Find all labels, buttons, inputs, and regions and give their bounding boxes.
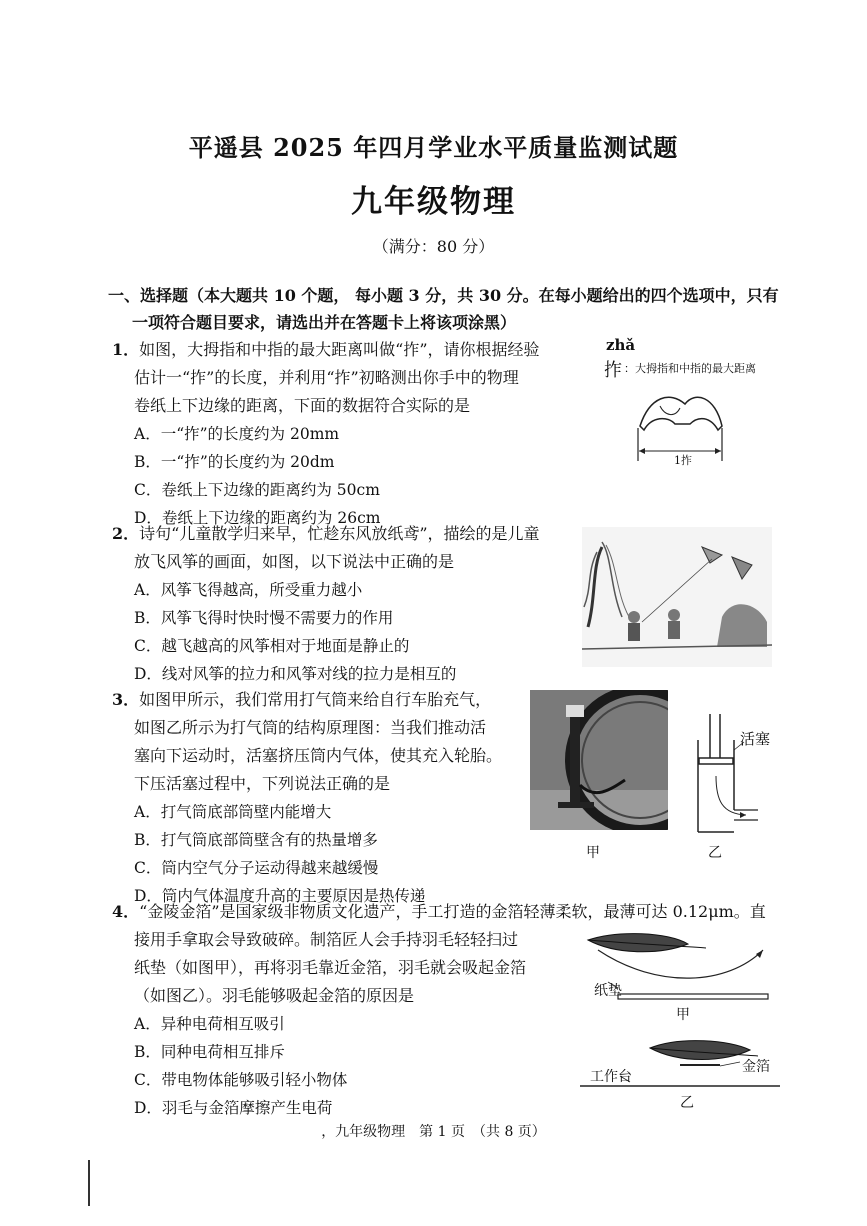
option-d: D．线对风筝的拉力和风筝对线的拉力是相互的 [134, 665, 457, 683]
question-text: 纸垫（如图甲），再将羽毛靠近金箔，羽毛就会吸起金箔 [134, 958, 527, 977]
question-text: （如图乙）。羽毛能够吸起金箔的原因是 [134, 986, 415, 1005]
zha-definition: ：大拇指和中指的最大距离 [624, 362, 756, 375]
gold-foil-label: 金箔 [742, 1059, 770, 1075]
question-2 [112, 520, 582, 688]
section-heading-line2: 一项符合题目要求，请选出并在答题卡上将该项涂黑） [132, 313, 517, 332]
option-a: A．异种电荷相互吸引 [134, 1015, 285, 1033]
figure-hand-span [600, 336, 790, 471]
pinyin-label: zhǎ [606, 336, 636, 354]
full-score: （满分：80 分） [372, 237, 495, 256]
figure-label-jia: 甲 [676, 1007, 690, 1023]
option-c: C．筒内空气分子运动得越来越缓慢 [134, 859, 379, 877]
option-c: C．带电物体能够吸引轻小物体 [134, 1071, 348, 1089]
option-d: D．羽毛与金箔摩擦产生电荷 [134, 1099, 333, 1117]
question-1 [112, 336, 582, 532]
option-b: B．风筝飞得时快时慢不需要力的作用 [134, 609, 394, 627]
section-heading [108, 282, 788, 336]
question-text: 如图乙所示为打气筒的结构原理图：当我们推动活 [134, 718, 487, 737]
exam-title: 平遥县 2025 年四月学业水平质量监测试题 [188, 133, 679, 162]
option-c: C．卷纸上下边缘的距离约为 50cm [134, 481, 380, 499]
question-text: 估计一“拃”的长度，并利用“拃”初略测出你手中的物理 [134, 368, 519, 387]
question-text: 诗句“儿童散学归来早，忙趁东风放纸鸢”，描绘的是儿童 [139, 524, 540, 543]
option-b: B．同种电荷相互排斥 [134, 1043, 285, 1061]
piston-label: 活塞 [740, 730, 771, 748]
kite-painting [582, 527, 772, 667]
bike-pump-photo [530, 690, 668, 830]
scan-edge-line [88, 1160, 90, 1206]
option-b: B．打气筒底部筒壁含有的热量增多 [134, 831, 378, 849]
figure-label-yi: 乙 [680, 1095, 694, 1111]
question-text: 接用手拿取会导致破碎。制箔匠人会手持羽毛轻轻扫过 [134, 930, 519, 949]
question-number: 3． [112, 690, 140, 709]
question-3 [112, 686, 532, 910]
paper-pad-label: 纸垫 [594, 983, 622, 999]
question-number: 2． [112, 524, 140, 543]
option-a: A．打气筒底部筒壁内能增大 [134, 803, 332, 821]
option-d: D．卷纸上下边缘的距离约为 26cm [134, 509, 381, 527]
option-c: C．越飞越高的风筝相对于地面是静止的 [134, 637, 410, 655]
page-footer: ，九年级物理 第 1 页 （共 8 页） [321, 1124, 546, 1140]
figure-label-yi: 乙 [708, 845, 722, 861]
question-number: 4． [112, 902, 140, 921]
option-d: D．筒内气体温度升高的主要原因是热传递 [134, 887, 426, 905]
zha-char: 拃 [604, 360, 622, 381]
figure-label-jia: 甲 [586, 845, 600, 861]
question-number: 1． [112, 340, 140, 359]
option-b: B．一“拃”的长度约为 20dm [134, 453, 335, 471]
question-text: 如图甲所示，我们常用打气筒来给自行车胎充气， [139, 690, 492, 709]
question-text: 卷纸上下边缘的距离，下面的数据符合实际的是 [134, 396, 471, 415]
question-text: 塞向下运动时，活塞挤压筒内气体，使其充入轮胎。 [134, 746, 503, 765]
work-table-label: 工作台 [590, 1069, 632, 1085]
option-a: A．风筝飞得越高，所受重力越小 [134, 581, 363, 599]
span-scale-label: 1拃 [674, 454, 692, 467]
question-text: “金陵金箔”是国家级非物质文化遗产，手工打造的金箔轻薄柔软，最薄可达 0.12μm。直 [139, 902, 766, 921]
question-text: 如图，大拇指和中指的最大距离叫做“拃”，请你根据经验 [139, 340, 540, 359]
question-text: 放飞风筝的画面，如图，以下说法中正确的是 [134, 552, 455, 571]
subject-title: 九年级物理 [351, 184, 516, 220]
question-text: 下压活塞过程中，下列说法正确的是 [134, 774, 391, 793]
section-heading-line1: 一、选择题（本大题共 10 个题， 每小题 3 分，共 30 分。在每小题给出的四个选项中，只有 [108, 286, 779, 305]
option-a: A．一“拃”的长度约为 20mm [134, 425, 340, 443]
